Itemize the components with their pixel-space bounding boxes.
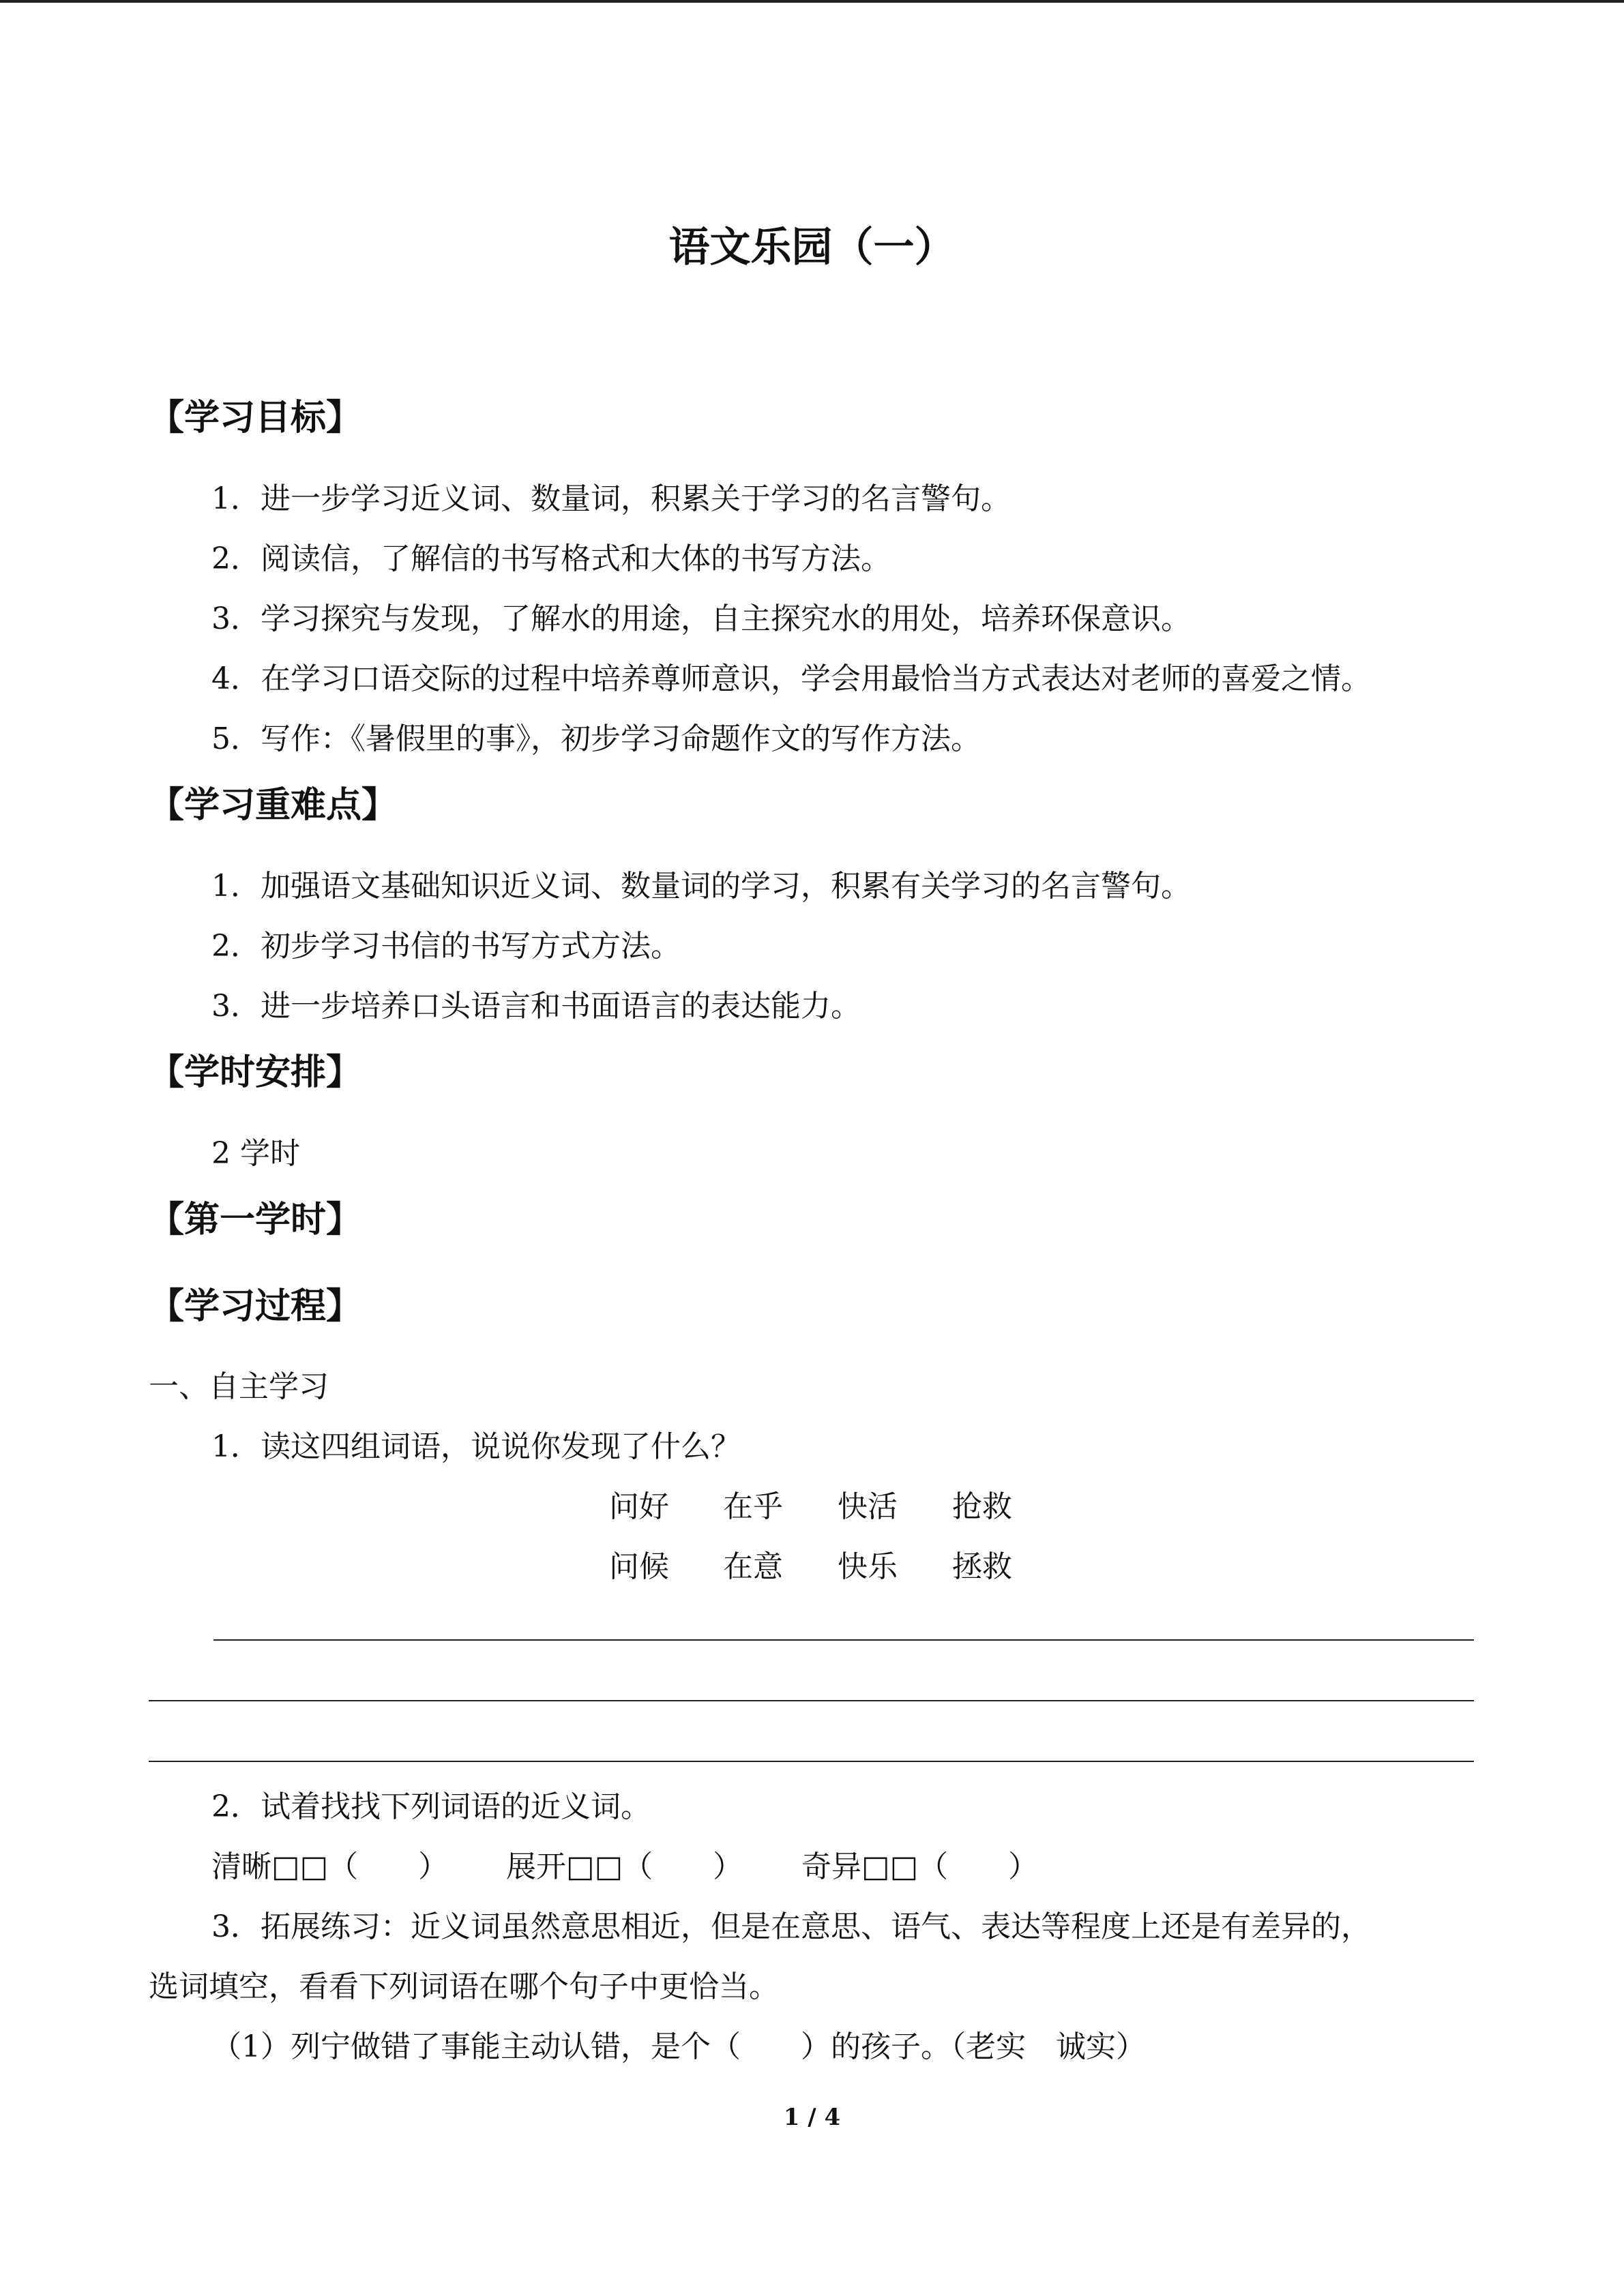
- word-cell: 快活: [838, 1489, 898, 1524]
- page-number: 1 / 4: [783, 2104, 841, 2131]
- section-heading-goals: 【学习目标】: [149, 398, 362, 438]
- question-2: 2．试着找找下列词语的近义词。: [211, 1789, 651, 1824]
- goal-item: 1．进一步学习近义词、数量词，积累关于学习的名言警句。: [211, 481, 1011, 516]
- word-cell: 拯救: [952, 1549, 1012, 1584]
- question-3-line-2: 选词填空，看看下列词语在哪个句子中更恰当。: [149, 1969, 779, 2004]
- answer-line[interactable]: [149, 1761, 1474, 1762]
- question-1: 1．读这四组词语，说说你发现了什么？: [211, 1429, 741, 1464]
- word-cell: 在乎: [723, 1489, 783, 1524]
- key-point-item: 2．初步学习书信的书写方式方法。: [211, 929, 681, 964]
- section-heading-process: 【学习过程】: [149, 1286, 362, 1327]
- goal-item: 3．学习探究与发现，了解水的用途，自主探究水的用处，培养环保意识。: [211, 601, 1191, 636]
- goal-item: 2．阅读信，了解信的书写格式和大体的书写方法。: [211, 541, 891, 576]
- goal-item: 4．在学习口语交际的过程中培养尊师意识，学会用最恰当方式表达对老师的喜爱之情。: [211, 661, 1371, 696]
- answer-line[interactable]: [149, 1700, 1474, 1701]
- section-heading-key-points: 【学习重难点】: [149, 785, 398, 826]
- word-cell: 快乐: [838, 1549, 898, 1584]
- page-title: 语文乐园（一）: [668, 224, 956, 271]
- question-3-line-1: 3．拓展练习：近义词虽然意思相近，但是在意思、语气、表达等程度上还是有差异的，: [211, 1909, 1371, 1944]
- key-point-item: 3．进一步培养口头语言和书面语言的表达能力。: [211, 989, 861, 1024]
- section-heading-schedule: 【学时安排】: [149, 1052, 362, 1093]
- synonym-blank[interactable]: 清晰□□（ ）: [211, 1849, 449, 1884]
- word-cell: 抢救: [952, 1489, 1012, 1524]
- synonym-blank[interactable]: 展开□□（ ）: [506, 1849, 743, 1884]
- answer-line[interactable]: [213, 1639, 1474, 1641]
- section-heading-first-period: 【第一学时】: [149, 1199, 362, 1240]
- word-cell: 问候: [609, 1549, 669, 1584]
- word-cell: 在意: [723, 1549, 783, 1584]
- synonym-blank[interactable]: 奇异□□（ ）: [801, 1849, 1039, 1884]
- page-top-border: [0, 0, 1624, 3]
- key-point-item: 1．加强语文基础知识近义词、数量词的学习，积累有关学习的名言警句。: [211, 869, 1191, 904]
- goal-item: 5．写作：《暑假里的事》，初步学习命题作文的写作方法。: [211, 721, 981, 756]
- part-heading-self-study: 一、自主学习: [149, 1369, 329, 1404]
- word-cell: 问好: [609, 1489, 669, 1524]
- schedule-text: 2 学时: [211, 1136, 300, 1171]
- question-3-item-1: （1）列宁做错了事能主动认错，是个（ ）的孩子。（老实 诚实）: [211, 2029, 1146, 2064]
